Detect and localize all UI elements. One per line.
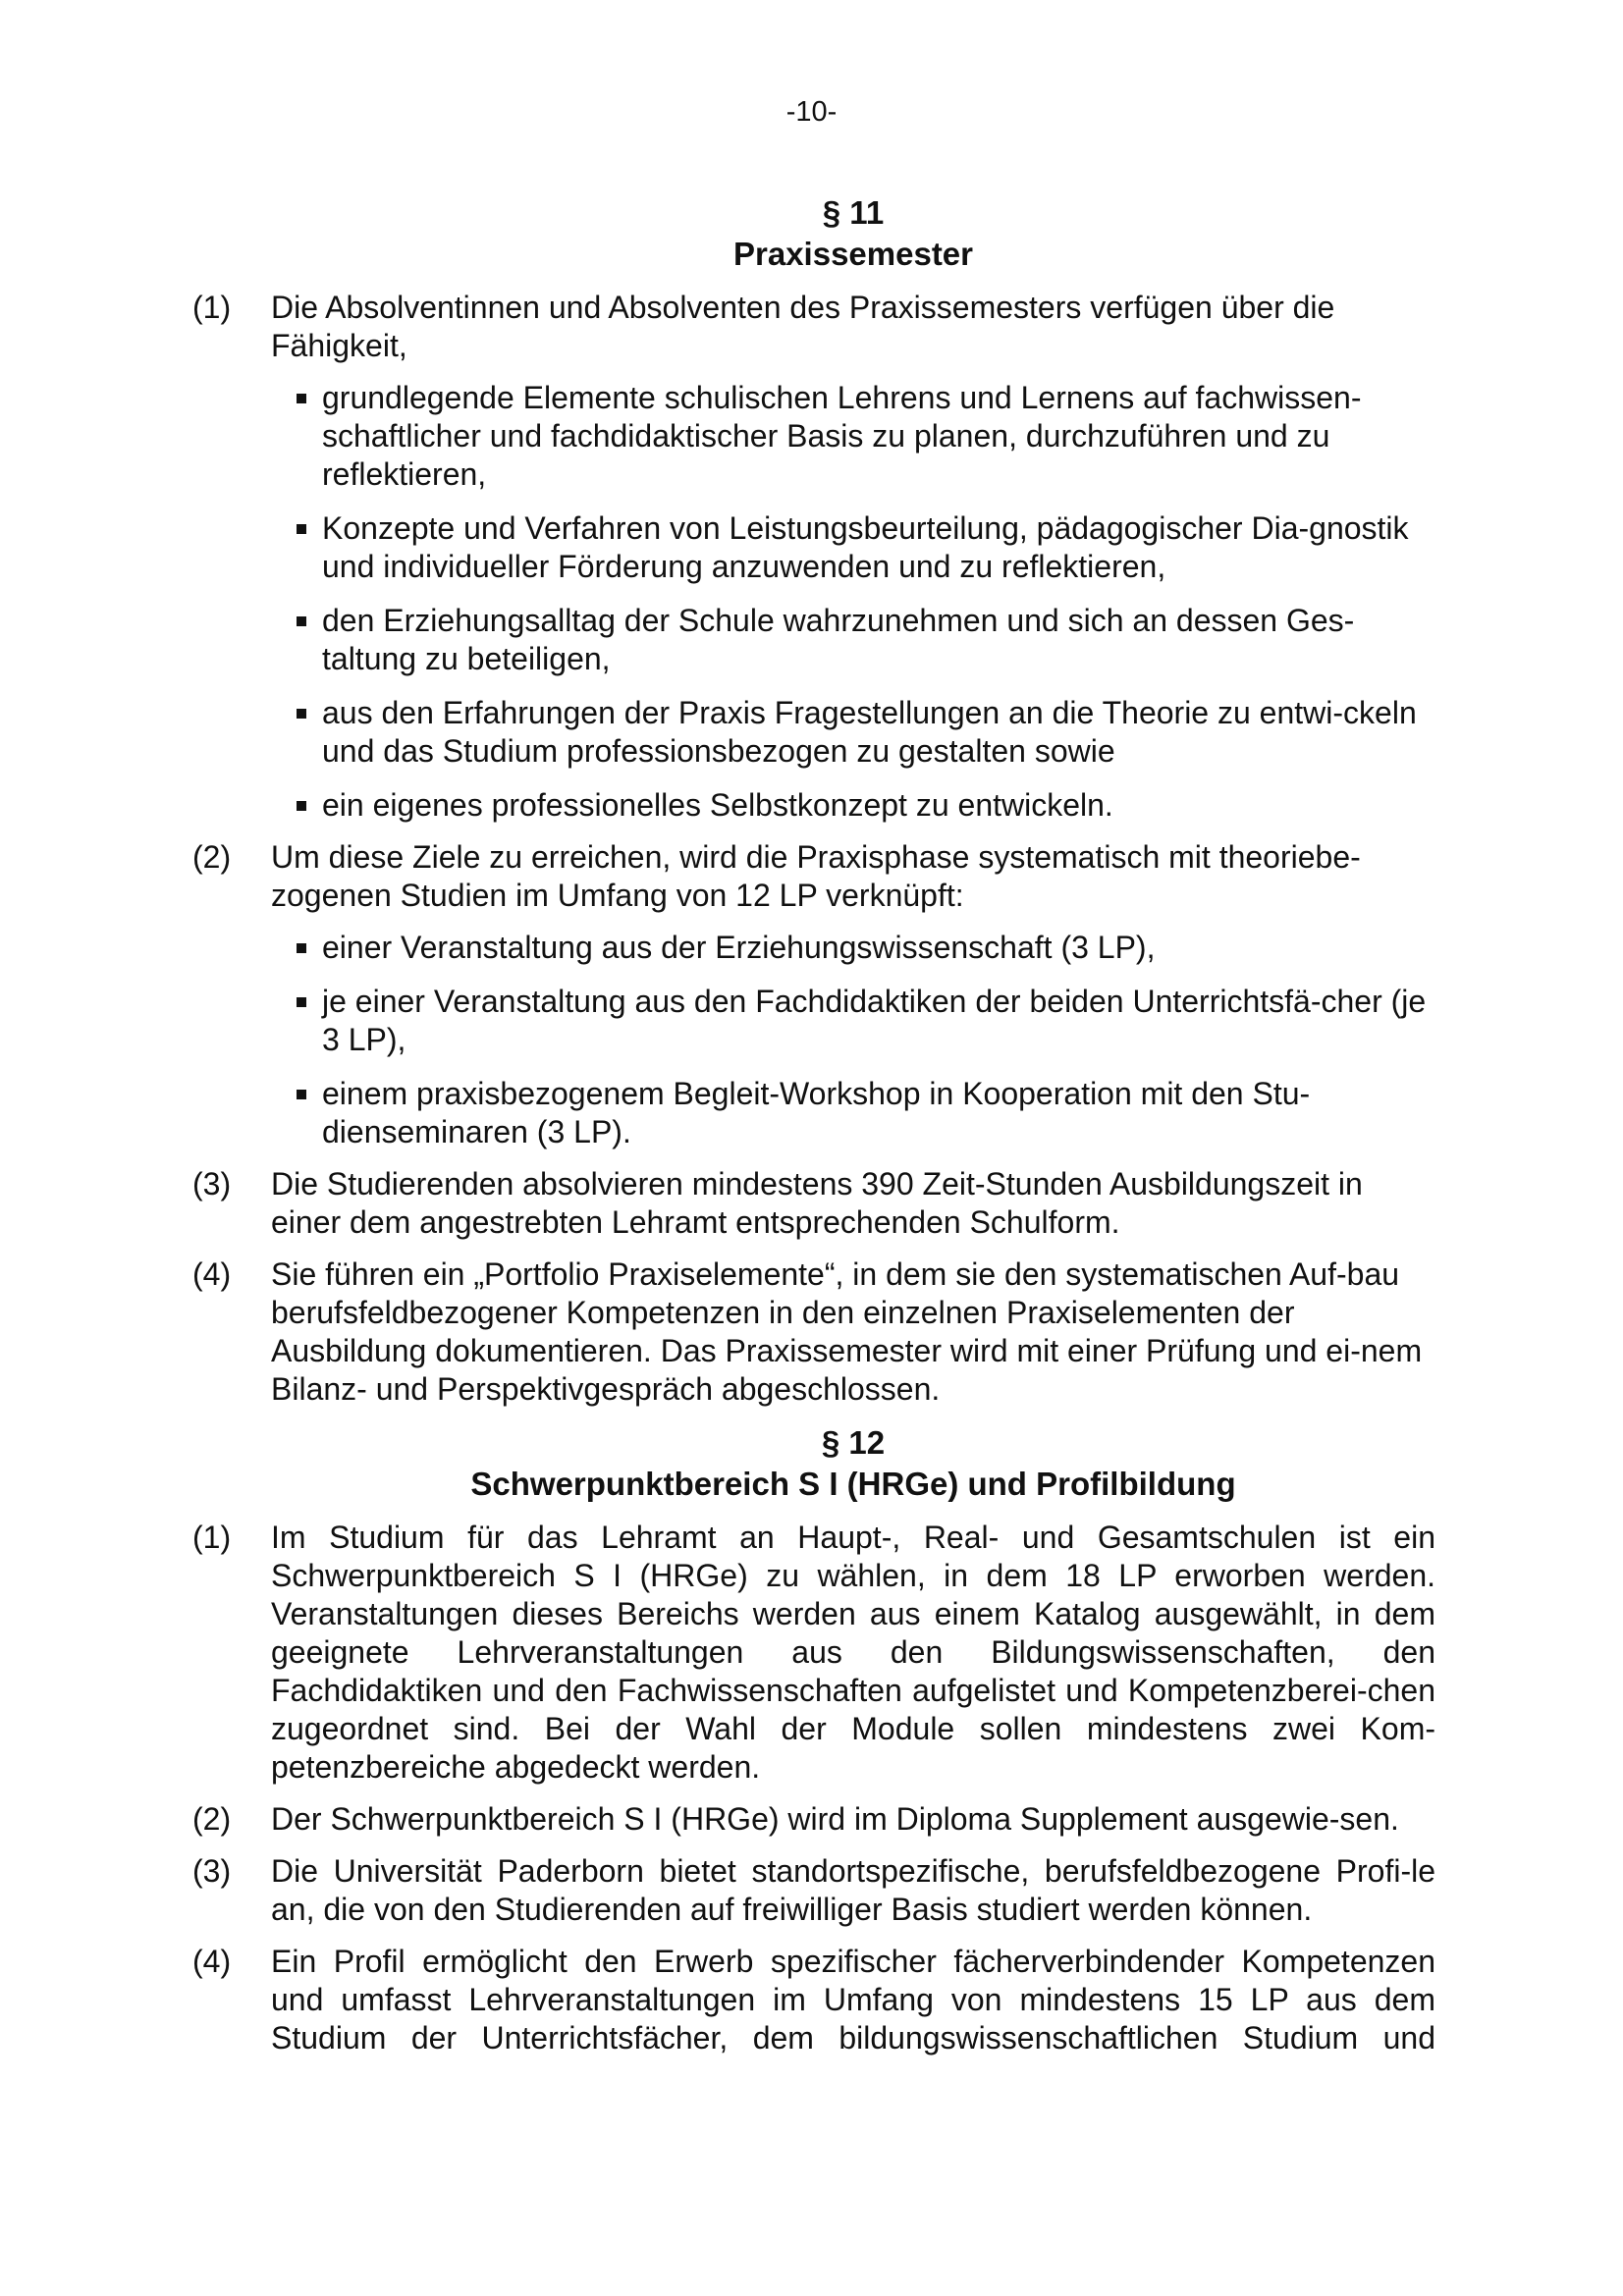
section-12-title: Schwerpunktbereich S I (HRGe) und Profilbildung (470, 1466, 1236, 1502)
paragraph-text: Im Studium für das Lehramt an Haupt-, Real- und Gesamtschulen ist ein Schwerpunktbereich S I (HRGe) zu wählen, in dem 18 LP erworben werden. Veranstaltungen dieses Bereichs werden aus einem Katalog ausgewählt, in dem geeignete Lehrveranstaltungen aus den Bildungswissenschaften, den Fachdidaktiken und den Fachwissenschaften aufgelistet und Kompetenzberei-chen zugeordnet sind. Bei der Wahl der Module sollen mindestens zwei Kom-petenzbereiche abgedeckt werden. (271, 1520, 1435, 1785)
bullet-square-icon (192, 509, 253, 586)
list-item (192, 1075, 1435, 1151)
bullet-square-icon (192, 602, 253, 678)
bullet-square-icon (192, 929, 253, 967)
paragraph-text: Um diese Ziele zu erreichen, wird die Praxisphase systematisch mit theoriebe-zogenen Studien im Umfang von 12 LP verknüpft: (271, 839, 1361, 913)
bullet-text: einem praxisbezogenem Begleit-Workshop in Kooperation mit den Stu-dienseminaren (3 LP). (322, 1076, 1311, 1149)
document-body (192, 192, 1435, 2057)
page-number: -10- (785, 96, 838, 128)
bullet-text: grundlegende Elemente schulischen Lehrens und Lernens auf fachwissen-schaftlicher und fachdidaktischer Basis zu planen, durchzuführen und zu reflektieren, (322, 380, 1362, 492)
paragraph-number: (1) (192, 1520, 232, 1555)
paragraph-number: (2) (192, 1801, 232, 1837)
paragraph-number: (4) (192, 1944, 232, 1979)
paragraph-number: (1) (192, 290, 232, 325)
bullet-square-icon (192, 1075, 253, 1151)
section-11-number: § 11 (822, 194, 885, 231)
paragraph-number: (2) (192, 839, 232, 875)
list-item (192, 983, 1435, 1059)
bullet-text: je einer Veranstaltung aus den Fachdidaktiken der beiden Unterrichtsfä-cher (je 3 LP), (322, 984, 1427, 1057)
section-12-paragraph-2 (192, 1800, 1435, 1839)
list-item (192, 786, 1435, 825)
section-12-number: § 12 (821, 1424, 886, 1461)
paragraph-number: (4) (192, 1256, 232, 1292)
paragraph-text: Die Studierenden absolvieren mindestens 390 Zeit-Stunden Ausbildungszeit in einer dem angestrebten Lehramt entsprechenden Schulform. (271, 1166, 1363, 1240)
bullet-square-icon (192, 983, 253, 1059)
bullet-square-icon (192, 786, 253, 825)
paragraph-text: Sie führen ein „Portfolio Praxiselemente“, in dem sie den systematischen Auf-bau berufsfeldbezogener Kompetenzen in den einzelnen Praxiselementen der Ausbildung dokumentieren. Das Praxissemester wird mit einer Prüfung und ei-nem Bilanz- und Perspektivgespräch abgeschlossen. (271, 1256, 1423, 1407)
bullet-text: den Erziehungsalltag der Schule wahrzunehmen und sich an dessen Ges-taltung zu beteiligen, (322, 603, 1355, 676)
paragraph-number: (3) (192, 1853, 232, 1889)
list-item (192, 929, 1435, 967)
paragraph-text: Die Absolventinnen und Absolventen des Praxissemesters verfügen über die Fähigkeit, (271, 290, 1335, 363)
bullet-square-icon (192, 694, 253, 771)
section-11-paragraph-4 (192, 1255, 1435, 1409)
bullet-square-icon (192, 379, 253, 494)
section-11-paragraph-2-bullets (192, 929, 1435, 1151)
section-11-paragraph-1 (192, 289, 1435, 365)
bullet-text: ein eigenes professionelles Selbstkonzept zu entwickeln. (322, 787, 1113, 823)
paragraph-number: (3) (192, 1166, 232, 1201)
section-12-paragraph-4 (192, 1943, 1435, 2057)
bullet-text: einer Veranstaltung aus der Erziehungswissenschaft (3 LP), (322, 930, 1156, 965)
section-11-title: Praxissemester (732, 236, 974, 272)
list-item (192, 379, 1435, 494)
section-12-paragraph-3 (192, 1852, 1435, 1929)
list-item (192, 509, 1435, 586)
paragraph-text: Ein Profil ermöglicht den Erwerb spezifischer fächerverbindender Kompetenzen und umfasst Lehrveranstaltungen im Umfang von mindestens 15 LP aus dem Studium der Unterrichtsfächer, dem bildungswissenschaftlichen Studium und (271, 1944, 1435, 2056)
bullet-text: aus den Erfahrungen der Praxis Fragestellungen an die Theorie zu entwi-ckeln und das Studium professionsbezogen zu gestalten sowie (322, 695, 1417, 769)
section-11-paragraph-2 (192, 838, 1435, 915)
bullet-text: Konzepte und Verfahren von Leistungsbeurteilung, pädagogischer Dia-gnostik und individueller Förderung anzuwenden und zu reflektieren, (322, 510, 1409, 584)
paragraph-text: Die Universität Paderborn bietet standortspezifische, berufsfeldbezogene Profi-le an, die von den Studierenden auf freiwilliger Basis studiert werden können. (271, 1853, 1435, 1927)
section-11-paragraph-3 (192, 1165, 1435, 1242)
section-12-paragraph-1 (192, 1519, 1435, 1787)
section-11-paragraph-1-bullets (192, 379, 1435, 825)
paragraph-text: Der Schwerpunktbereich S I (HRGe) wird im Diploma Supplement ausgewie-sen. (271, 1801, 1399, 1837)
list-item (192, 602, 1435, 678)
list-item (192, 694, 1435, 771)
